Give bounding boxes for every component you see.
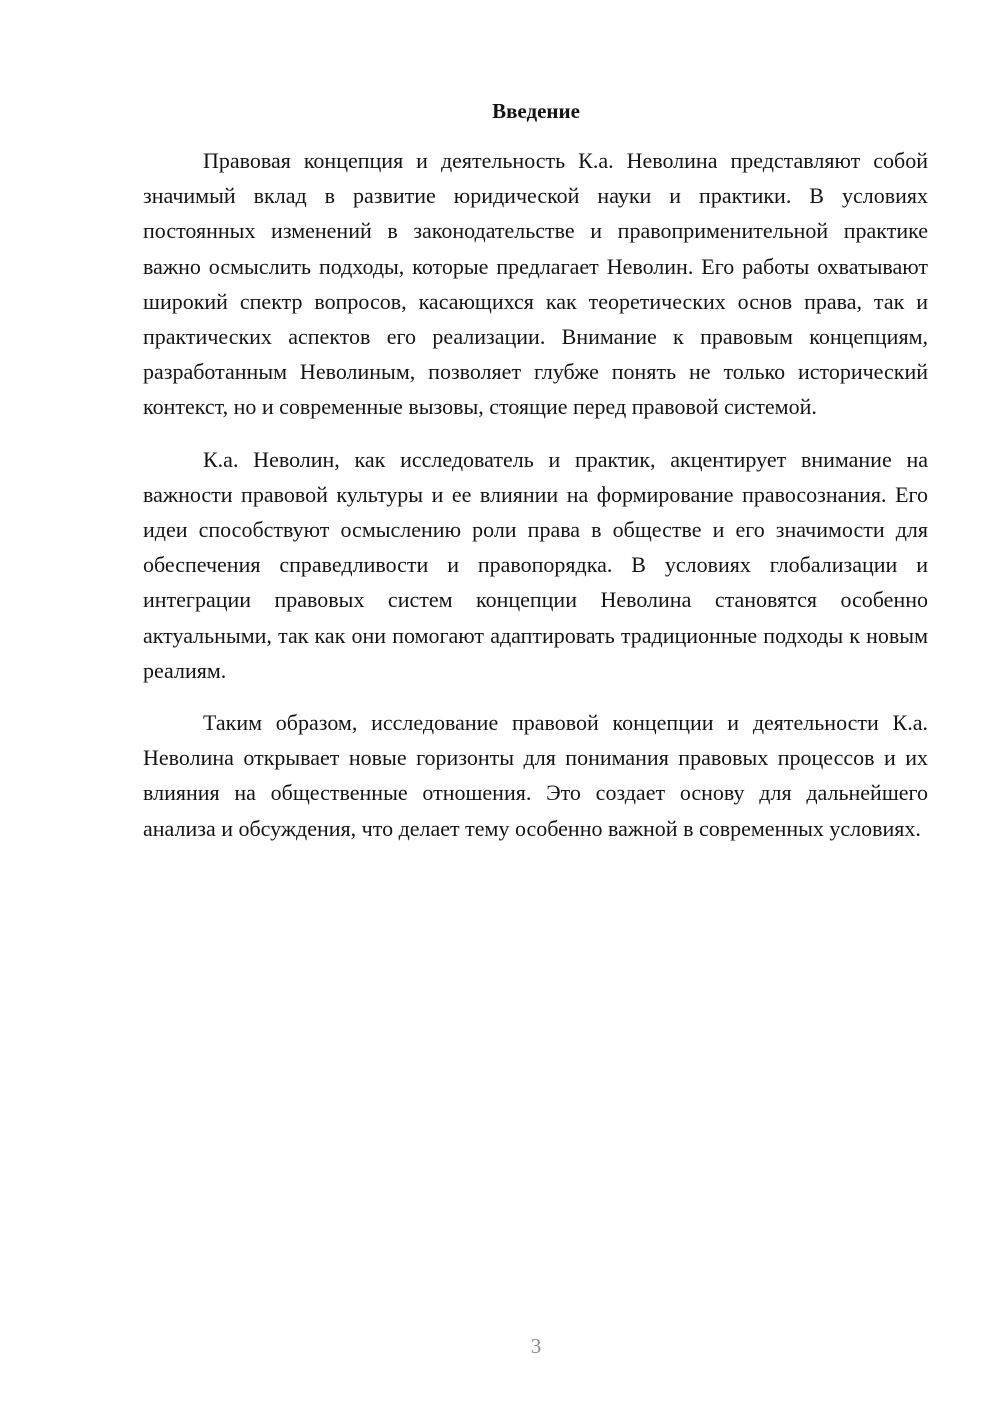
page-title: Введение — [492, 99, 580, 123]
page-number: 3 — [530, 1334, 542, 1358]
paragraph-3: Таким образом, исследование правовой концепции и деятельности К.а. Неволина открывает новые горизонты для понимания правовых процессов и их влияния на общественные отношения. Это создает основу для дальнейшего анализа и обсуждения, что делает тему особенно важной в современных условиях. — [143, 710, 928, 841]
paragraph-1: Правовая концепция и деятельность К.а. Неволина представляют собой значимый вклад в развитие юридической науки и практики. В условиях постоянных изменений в законодательстве и правоприменительной практике важно осмыслить подходы, которые предлагает Неволин. Его работы охватывают широкий спектр вопросов, касающихся как теоретических основ права, так и практических аспектов его реализации. Внимание к правовым концепциям, разработанным Неволиным, позволяет глубже понять не только исторический контекст, но и современные вызовы, стоящие перед правовой системой. — [143, 148, 928, 420]
body-text — [143, 143, 928, 863]
paragraph-2: К.а. Неволин, как исследователь и практик, акцентирует внимание на важности правовой культуры и ее влиянии на формирование правосознания. Его идеи способствуют осмыслению роли права в обществе и его значимости для обеспечения справедливости и правопорядка. В условиях глобализации и интеграции правовых систем концепции Неволина становятся особенно актуальными, так как они помогают адаптировать традиционные подходы к новым реалиям. — [143, 446, 928, 683]
